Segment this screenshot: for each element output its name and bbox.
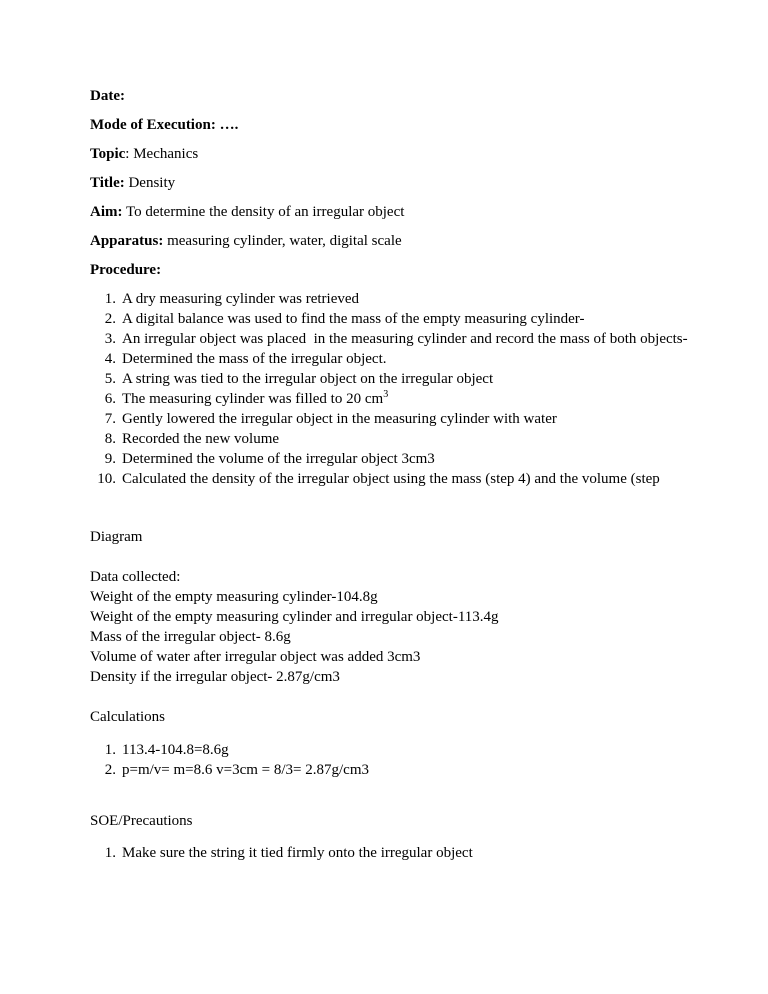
field-apparatus-value: measuring cylinder, water, digital scale <box>163 233 402 249</box>
field-date-label: Date: <box>90 88 125 104</box>
list-number: 2. <box>104 311 116 327</box>
field-mode-label: Mode of Execution: …. <box>90 117 239 133</box>
data-line: Weight of the empty measuring cylinder-104.8g <box>90 589 378 605</box>
data-line: Density if the irregular object- 2.87g/cm3 <box>90 669 340 685</box>
calculation-item <box>90 760 718 780</box>
calculations-list <box>90 740 718 780</box>
procedure-item <box>90 369 718 389</box>
field-aim <box>90 202 718 222</box>
data-collected-heading: Data collected: <box>90 569 181 585</box>
list-number: 1. <box>104 291 116 307</box>
list-number: 4. <box>104 351 116 367</box>
procedure-item-text: Recorded the new volume <box>122 431 280 447</box>
data-line: Volume of water after irregular object was added 3cm3 <box>90 649 421 665</box>
superscript-exponent: 3 <box>383 389 389 400</box>
field-apparatus-label: Apparatus: <box>90 233 164 249</box>
list-number: 8. <box>104 431 116 447</box>
procedure-item-text: Determined the mass of the irregular object. <box>122 351 387 367</box>
list-number: 1. <box>104 742 116 758</box>
list-number: 3. <box>104 331 116 347</box>
procedure-item <box>90 289 718 309</box>
calculation-item-text: p=m/v= m=8.6 v=3cm = 8/3= 2.87g/cm3 <box>122 762 369 778</box>
procedure-item-text: A dry measuring cylinder was retrieved <box>122 291 360 307</box>
field-aim-value: To determine the density of an irregular object <box>122 204 405 220</box>
field-topic-value: : Mechanics <box>125 146 199 162</box>
list-number: 6. <box>104 391 116 407</box>
procedure-item-text <box>122 389 718 409</box>
procedure-heading-label: Procedure: <box>90 262 162 278</box>
procedure-item-text: An irregular object was placed in the measuring cylinder and record the mass of both objects- <box>122 331 688 347</box>
diagram-label: Diagram <box>90 529 143 545</box>
list-number: 9. <box>104 451 116 467</box>
precautions-heading: SOE/Precautions <box>90 813 193 829</box>
field-procedure-heading <box>90 260 718 280</box>
calculations-section <box>90 707 718 780</box>
procedure-item-text: Determined the volume of the irregular object 3cm3 <box>122 451 435 467</box>
field-topic-label: Topic <box>90 146 126 162</box>
procedure-item-text: Calculated the density of the irregular object using the mass (step 4) and the volume (step <box>122 471 660 487</box>
field-aim-label: Aim: <box>90 204 123 220</box>
calculation-item-text: 113.4-104.8=8.6g <box>122 742 229 758</box>
field-date <box>90 86 718 106</box>
procedure-item <box>90 389 718 409</box>
procedure-item <box>90 309 718 329</box>
field-apparatus <box>90 231 718 251</box>
procedure-item-text-main: The measuring cylinder was filled to 20 cm <box>122 391 384 407</box>
calculation-item <box>90 740 718 760</box>
list-number: 7. <box>104 411 116 427</box>
precautions-list <box>90 843 718 863</box>
list-number: 2. <box>104 762 116 778</box>
field-title-label: Title: <box>90 175 125 191</box>
field-topic <box>90 144 718 164</box>
data-line: Weight of the empty measuring cylinder and irregular object-113.4g <box>90 609 499 625</box>
procedure-item-text: Gently lowered the irregular object in the measuring cylinder with water <box>122 411 557 427</box>
precaution-item <box>90 843 718 863</box>
list-number: 1. <box>104 845 116 861</box>
procedure-item <box>90 449 718 469</box>
field-title-value: Density <box>124 175 176 191</box>
list-number: 10. <box>97 471 116 487</box>
calculations-heading: Calculations <box>90 709 165 725</box>
procedure-item-text: A digital balance was used to find the mass of the empty measuring cylinder- <box>122 311 585 327</box>
procedure-list <box>90 289 718 489</box>
list-number: 5. <box>104 371 116 387</box>
procedure-item <box>90 469 718 489</box>
precautions-section <box>90 811 718 863</box>
procedure-item <box>90 409 718 429</box>
procedure-item-text: A string was tied to the irregular object on the irregular object <box>122 371 494 387</box>
procedure-item <box>90 429 718 449</box>
precaution-item-text: Make sure the string it tied firmly onto the irregular object <box>122 845 473 861</box>
data-line: Mass of the irregular object- 8.6g <box>90 629 291 645</box>
header-block <box>90 86 718 280</box>
field-mode-of-execution <box>90 115 718 135</box>
data-collected-section <box>90 567 718 687</box>
procedure-item <box>90 349 718 369</box>
procedure-item <box>90 329 718 349</box>
field-title <box>90 173 718 193</box>
